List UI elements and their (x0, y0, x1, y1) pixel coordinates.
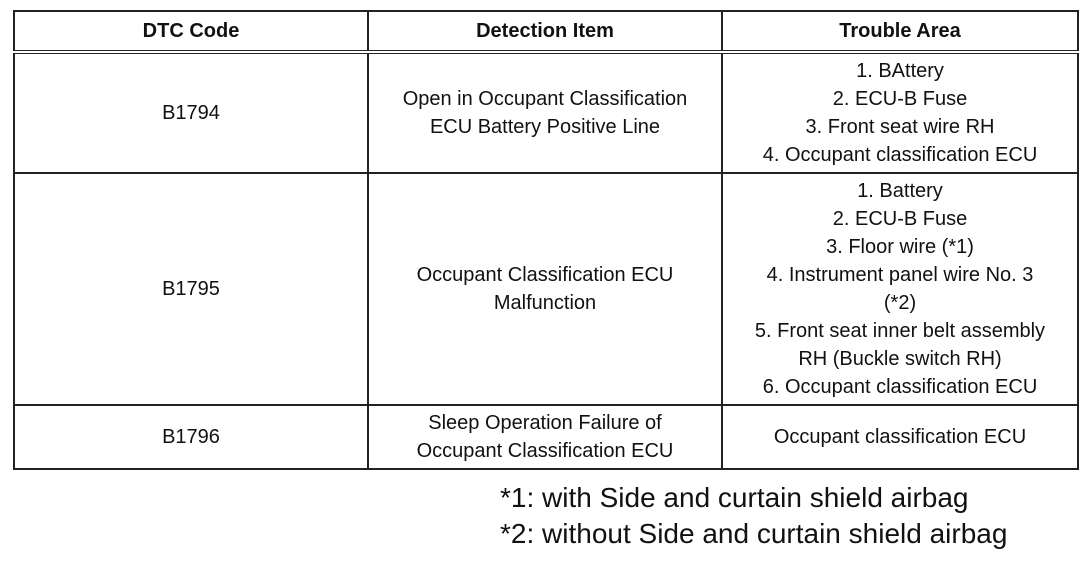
trouble-area-cell (722, 405, 1078, 469)
dtc-code-cell: B1794 (14, 52, 368, 173)
dtc-code-cell: B1796 (14, 405, 368, 469)
detection-line: Sleep Operation Failure of (428, 412, 662, 434)
table-header-row (14, 11, 1078, 52)
trouble-area-cell (722, 173, 1078, 405)
detection-item-cell (368, 173, 722, 405)
footnotes (500, 480, 1007, 552)
table-row (14, 173, 1078, 405)
detection-line: Occupant Classification ECU (416, 440, 674, 462)
trouble-area-line: 2. ECU-B Fuse (832, 208, 968, 230)
trouble-area-line: 2. ECU-B Fuse (832, 88, 968, 110)
trouble-area-line: RH (Buckle switch RH) (798, 348, 1002, 370)
trouble-area-line: 4. Occupant classification ECU (762, 144, 1038, 166)
trouble-area-line: 3. Front seat wire RH (805, 116, 995, 138)
trouble-area-line: Occupant classification ECU (773, 426, 1027, 448)
header-detection-item: Detection Item (368, 11, 722, 52)
dtc-table (13, 10, 1079, 470)
trouble-area-cell (722, 52, 1078, 173)
trouble-area-line: 3. Floor wire (*1) (826, 236, 974, 258)
detection-line: Malfunction (493, 292, 597, 314)
footnote-1: *1: with Side and curtain shield airbag (500, 482, 969, 513)
trouble-area-line: 6. Occupant classification ECU (762, 376, 1038, 398)
detection-line: ECU Battery Positive Line (429, 116, 661, 138)
detection-item-cell (368, 405, 722, 469)
header-trouble-area: Trouble Area (722, 11, 1078, 52)
trouble-area-line: 4. Instrument panel wire No. 3 (766, 264, 1034, 286)
footnote-2: *2: without Side and curtain shield airbag (500, 518, 1008, 549)
trouble-area-line: 5. Front seat inner belt assembly (754, 320, 1046, 342)
table-row (14, 52, 1078, 173)
dtc-code-cell: B1795 (14, 173, 368, 405)
detection-line: Occupant Classification ECU (416, 264, 674, 286)
detection-line: Open in Occupant Classification (402, 88, 688, 110)
header-dtc-code: DTC Code (14, 11, 368, 52)
detection-item-cell (368, 52, 722, 173)
trouble-area-line: 1. BAttery (856, 60, 944, 82)
trouble-area-line: 1. Battery (857, 180, 943, 202)
trouble-area-line: (*2) (883, 292, 917, 314)
table-row (14, 405, 1078, 469)
